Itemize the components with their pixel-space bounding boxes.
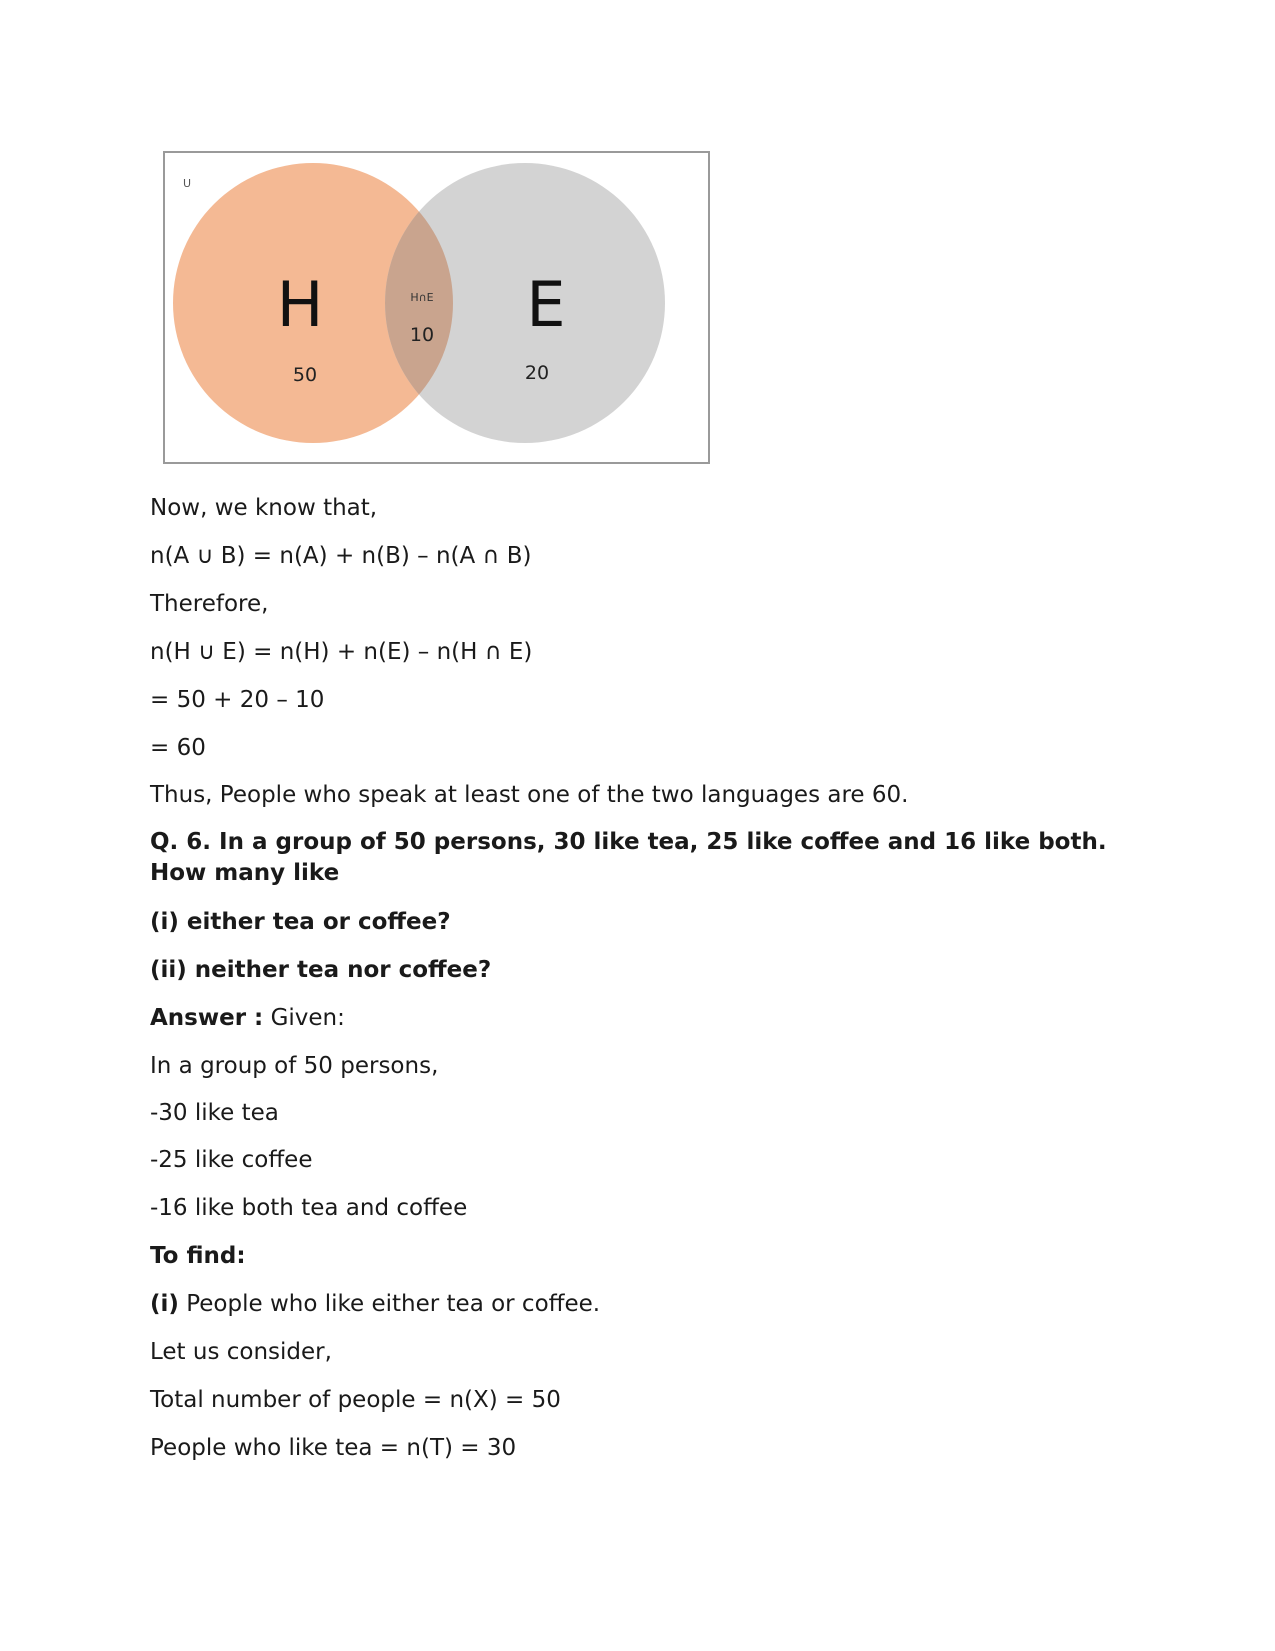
text-line-total-people: Total number of people = n(X) = 50 — [150, 1387, 561, 1413]
question-6: Q. 6. In a group of 50 persons, 30 like tea, 25 like coffee and 16 like both. How many like — [150, 829, 1107, 886]
formula-substitution: = 50 + 20 – 10 — [150, 687, 325, 713]
to-find-heading: To find: — [150, 1243, 246, 1269]
formula-h-e: n(H ∪ E) = n(H) + n(E) – n(H ∩ E) — [150, 639, 533, 665]
find-part-i — [150, 1290, 600, 1318]
set-e-label: E — [526, 268, 566, 341]
text-line-both: -16 like both tea and coffee — [150, 1195, 468, 1221]
answer-line — [150, 1004, 345, 1032]
text-line-tea: -30 like tea — [150, 1100, 279, 1126]
venn-diagram — [163, 151, 710, 464]
universe-label: U — [183, 177, 192, 190]
formula-result: = 60 — [150, 735, 206, 761]
text-line-therefore: Therefore, — [150, 591, 269, 617]
text-line-let-us-consider: Let us consider, — [150, 1339, 332, 1365]
intersection-label: H∩E — [410, 291, 434, 304]
text-line-group: In a group of 50 persons, — [150, 1053, 439, 1079]
intersection-value: 10 — [409, 324, 435, 346]
text-line-conclusion: Thus, People who speak at least one of the two languages are 60. — [150, 782, 909, 808]
set-h-value: 50 — [292, 364, 318, 386]
question-6-part-i: (i) either tea or coffee? — [150, 909, 451, 935]
question-6-part-ii: (ii) neither tea nor coffee? — [150, 957, 492, 983]
text-line-tea-people: People who like tea = n(T) = 30 — [150, 1435, 517, 1461]
find-part-i-text: People who like either tea or coffee. — [178, 1291, 601, 1317]
set-e-value: 20 — [524, 362, 550, 384]
answer-label: Answer : — [150, 1005, 264, 1031]
find-part-i-label: (i) — [150, 1291, 179, 1317]
answer-given: Given: — [263, 1005, 345, 1031]
set-h-label: H — [276, 268, 324, 341]
formula-general: n(A ∪ B) = n(A) + n(B) – n(A ∩ B) — [150, 543, 532, 569]
text-line-coffee: -25 like coffee — [150, 1147, 313, 1173]
text-line-now-we-know: Now, we know that, — [150, 495, 378, 521]
